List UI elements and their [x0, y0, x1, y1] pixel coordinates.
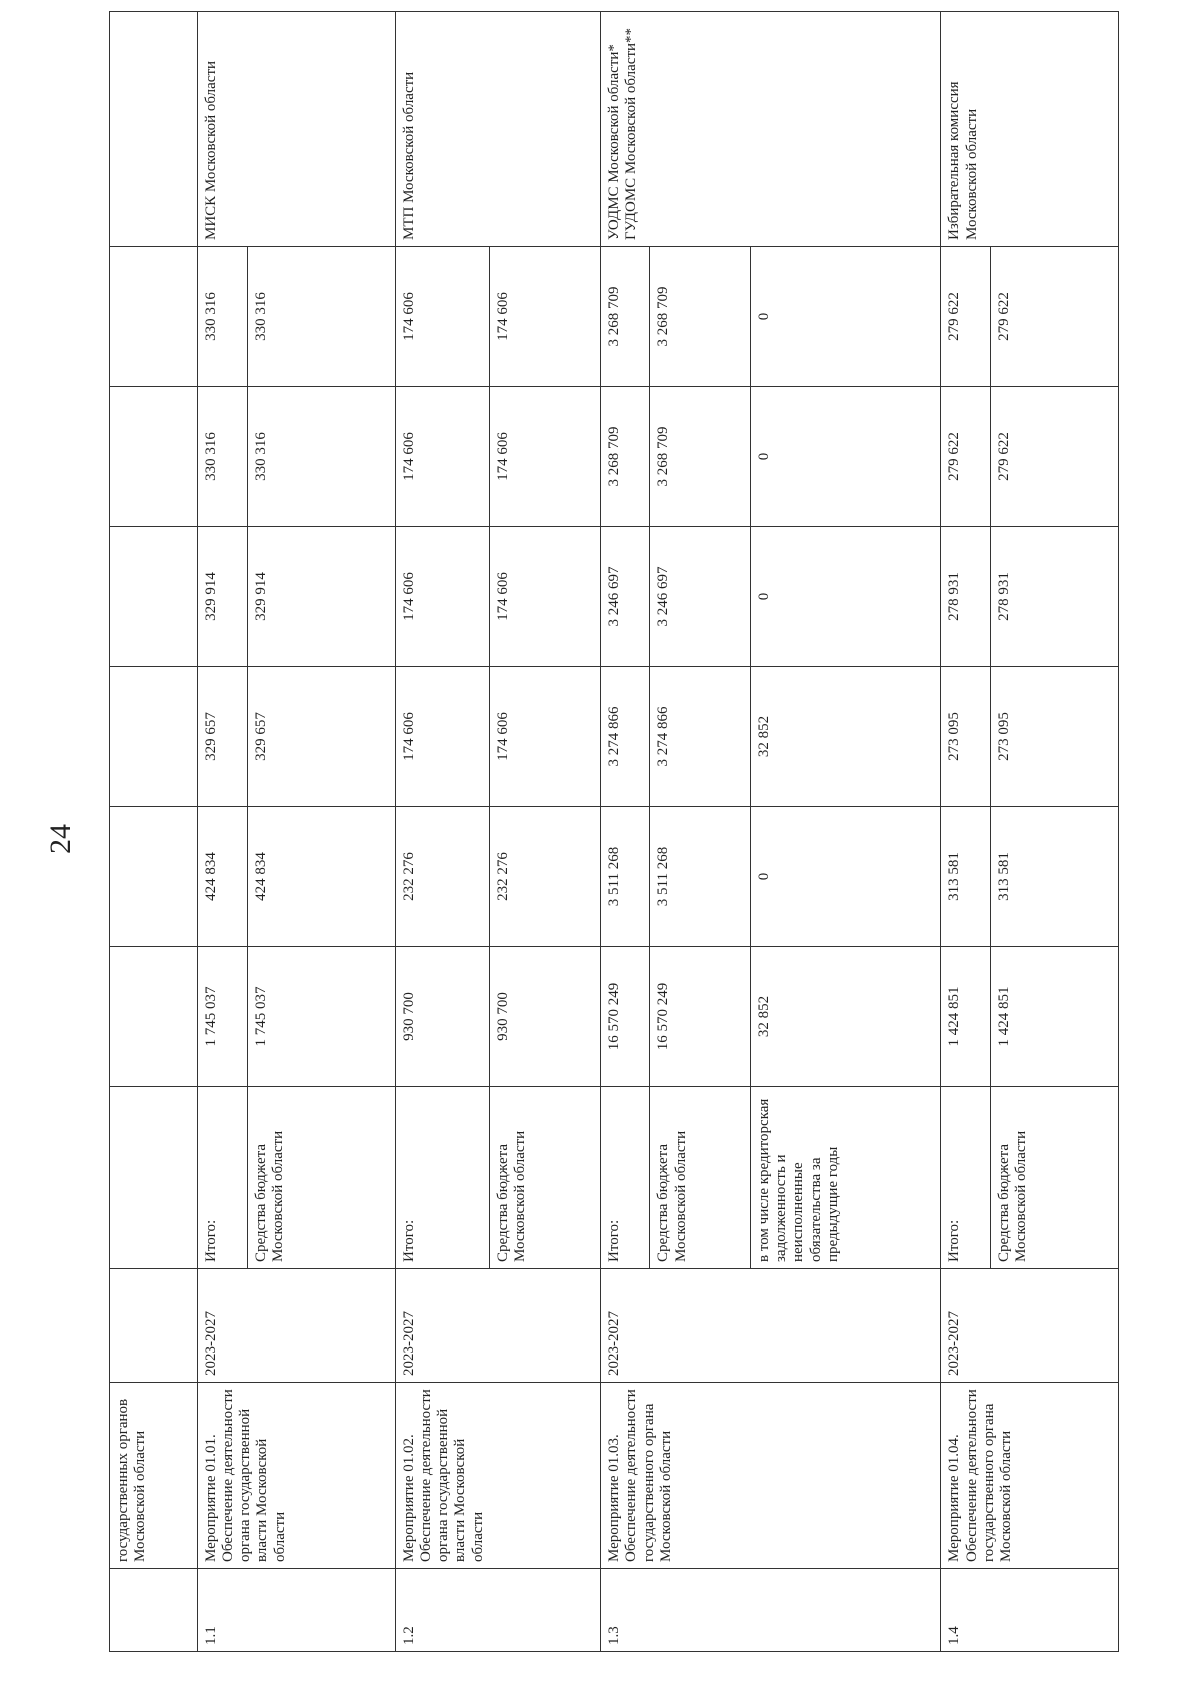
table-row	[601, 12, 650, 1652]
cell-value: 174 606	[489, 527, 600, 667]
budget-table	[109, 11, 1119, 1652]
table-row-continuation	[110, 12, 198, 1652]
cell-event: Мероприятие 01.03. Обеспечение деятельности государственного органа Московской области	[601, 1383, 941, 1569]
cell-value	[110, 807, 198, 947]
cell-value: 424 834	[248, 807, 396, 947]
cell-value: 273 095	[941, 667, 990, 807]
cell-executor: Избирательная комиссия Московской области	[941, 12, 1119, 247]
cell-value: 3 268 709	[601, 387, 650, 527]
cell-value: 0	[750, 247, 940, 387]
cell-event-continuation: государственных органов Московской области	[110, 1383, 198, 1569]
cell-value: 3 268 709	[650, 247, 751, 387]
cell-period	[110, 1269, 198, 1383]
cell-value: 174 606	[489, 247, 600, 387]
cell-value: 330 316	[248, 387, 396, 527]
cell-value: 329 657	[248, 667, 396, 807]
cell-event: Мероприятие 01.02. Обеспечение деятельности органа государственной власти Московской области	[395, 1383, 600, 1569]
cell-value: 232 276	[489, 807, 600, 947]
cell-period: 2023-2027	[601, 1269, 941, 1383]
cell-value	[110, 667, 198, 807]
cell-value: 3 511 268	[650, 807, 751, 947]
cell-value: 273 095	[990, 667, 1118, 807]
cell-value: 174 606	[395, 387, 489, 527]
cell-source	[110, 1087, 198, 1269]
cell-value: 278 931	[990, 527, 1118, 667]
cell-no	[110, 1569, 198, 1652]
cell-value: 174 606	[489, 387, 600, 527]
cell-value: 3 268 709	[601, 247, 650, 387]
cell-value: 930 700	[395, 947, 489, 1087]
cell-value	[110, 947, 198, 1087]
cell-period: 2023-2027	[395, 1269, 600, 1383]
cell-value: 279 622	[990, 387, 1118, 527]
cell-source: Итого:	[197, 1087, 247, 1269]
cell-value: 32 852	[750, 667, 940, 807]
cell-value	[110, 527, 198, 667]
cell-value: 3 274 866	[601, 667, 650, 807]
cell-source: Итого:	[941, 1087, 990, 1269]
cell-value: 0	[750, 387, 940, 527]
cell-value: 3 274 866	[650, 667, 751, 807]
cell-value: 3 511 268	[601, 807, 650, 947]
cell-value: 313 581	[990, 807, 1118, 947]
cell-value: 32 852	[750, 947, 940, 1087]
cell-executor: МТП Московской области	[395, 12, 600, 247]
table-row	[197, 12, 247, 1652]
cell-source: Средства бюджета Московской области	[489, 1087, 600, 1269]
cell-value: 1 745 037	[248, 947, 396, 1087]
page-number: 24	[44, 824, 77, 854]
cell-executor: МИСК Московской области	[197, 12, 395, 247]
cell-executor: УОДМС Московской области* ГУДОМС Московской области**	[601, 12, 941, 247]
cell-no: 1.3	[601, 1569, 941, 1652]
cell-value: 0	[750, 527, 940, 667]
table-row	[395, 12, 489, 1652]
cell-value: 174 606	[489, 667, 600, 807]
cell-value: 3 246 697	[601, 527, 650, 667]
cell-event: Мероприятие 01.04. Обеспечение деятельности государственного органа Московской области	[941, 1383, 1119, 1569]
cell-event: Мероприятие 01.01. Обеспечение деятельности органа государственной власти Московской области	[197, 1383, 395, 1569]
cell-value: 930 700	[489, 947, 600, 1087]
cell-value: 313 581	[941, 807, 990, 947]
cell-period: 2023-2027	[197, 1269, 395, 1383]
cell-value: 16 570 249	[601, 947, 650, 1087]
rotated-budget-table	[109, 12, 1119, 1652]
cell-value: 174 606	[395, 667, 489, 807]
cell-source: в том числе кредиторская задолженность и неисполненные обязательства за предыдущие годы	[750, 1087, 940, 1269]
cell-value: 279 622	[941, 387, 990, 527]
cell-source: Итого:	[601, 1087, 650, 1269]
cell-value: 329 914	[248, 527, 396, 667]
cell-value: 330 316	[197, 387, 247, 527]
cell-no: 1.4	[941, 1569, 1119, 1652]
cell-value	[110, 247, 198, 387]
cell-no: 1.2	[395, 1569, 600, 1652]
cell-period: 2023-2027	[941, 1269, 1119, 1383]
cell-value: 16 570 249	[650, 947, 751, 1087]
cell-value: 174 606	[395, 527, 489, 667]
cell-value: 3 268 709	[650, 387, 751, 527]
cell-source: Средства бюджета Московской области	[248, 1087, 396, 1269]
cell-value: 329 914	[197, 527, 247, 667]
table-row	[941, 12, 990, 1652]
cell-value: 174 606	[395, 247, 489, 387]
cell-source: Средства бюджета Московской области	[990, 1087, 1118, 1269]
cell-value: 1 424 851	[990, 947, 1118, 1087]
cell-value: 1 745 037	[197, 947, 247, 1087]
cell-value: 329 657	[197, 667, 247, 807]
cell-no: 1.1	[197, 1569, 395, 1652]
cell-executor	[110, 12, 198, 247]
cell-value: 278 931	[941, 527, 990, 667]
cell-value: 232 276	[395, 807, 489, 947]
cell-value: 1 424 851	[941, 947, 990, 1087]
cell-source: Итого:	[395, 1087, 489, 1269]
table-body	[110, 12, 1119, 1652]
cell-value: 279 622	[941, 247, 990, 387]
cell-source: Средства бюджета Московской области	[650, 1087, 751, 1269]
cell-value: 330 316	[197, 247, 247, 387]
cell-value	[110, 387, 198, 527]
cell-value: 424 834	[197, 807, 247, 947]
cell-value: 0	[750, 807, 940, 947]
cell-value: 3 246 697	[650, 527, 751, 667]
cell-value: 279 622	[990, 247, 1118, 387]
cell-value: 330 316	[248, 247, 396, 387]
